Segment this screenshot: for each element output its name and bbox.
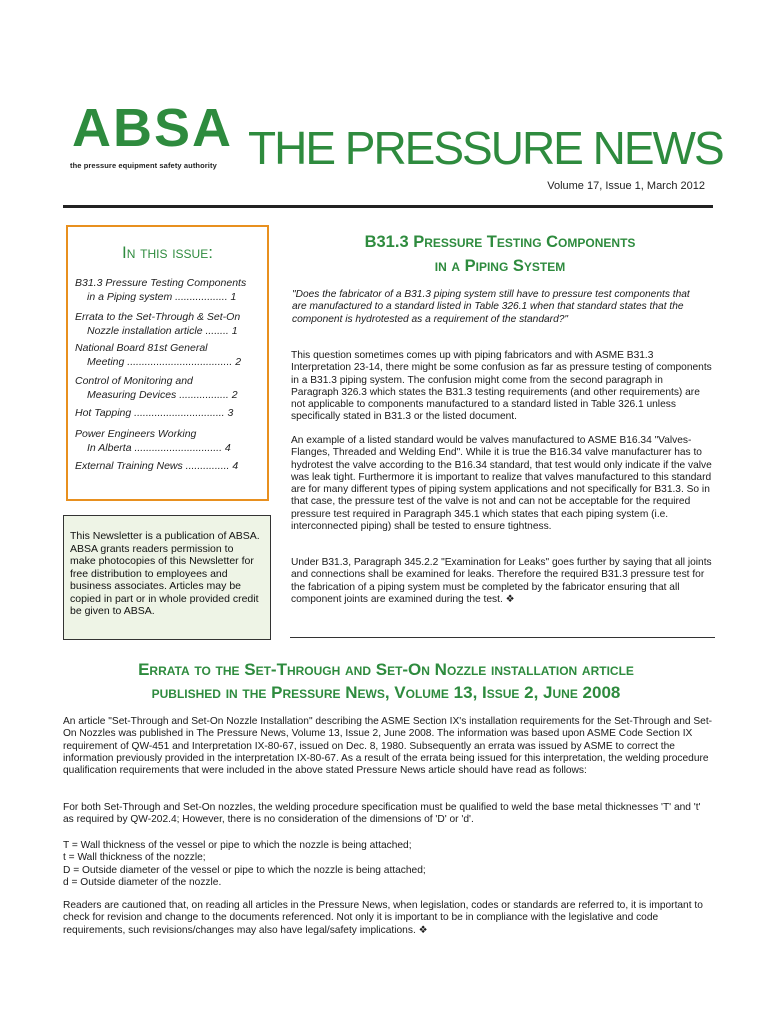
issue-info: Volume 17, Issue 1, March 2012	[547, 180, 705, 192]
toc-entry-line: Control of Monitoring and	[75, 375, 193, 387]
toc-entry[interactable]	[75, 277, 260, 304]
article1-title	[290, 230, 710, 278]
toc-entry-line: Nozzle installation article ........ 1	[87, 324, 238, 337]
article2-title-line: Errata to the Set-Through and Set-On Nozzle installation article	[138, 660, 634, 679]
absa-logo: ABSA	[72, 98, 234, 158]
toc-entry[interactable]	[75, 428, 260, 455]
definition-list	[63, 840, 714, 889]
toc-entry-line: External Training News ............... 4	[75, 460, 239, 472]
article2-paragraph: For both Set-Through and Set-On nozzles, the welding procedure specification must be qualified to weld the base metal thicknesses 'T' and 't' as required by QW-202.4; However, there is no consideration of the dimensions of 'D' or 'd'.	[63, 802, 701, 826]
definition-item: d = Outside diameter of the nozzle.	[63, 876, 222, 888]
definition-item: t = Wall thickness of the nozzle;	[63, 852, 206, 864]
article1-paragraph-text: Under B31.3, Paragraph 345.2.2 "Examination for Leaks" goes further by saying that all joints and connections shall be examined for leaks. Therefore the required B31.3 pressure test for the fabrication of a piping system must be completed by the fabricator ensuring that all component joints are examined during the test.	[291, 557, 712, 605]
logo-tagline: the pressure equipment safety authority	[70, 161, 217, 170]
toc-heading: In this issue:	[122, 243, 213, 262]
article2-title	[66, 658, 706, 704]
article1-divider	[290, 637, 715, 638]
end-of-article-icon: ❖	[418, 924, 428, 936]
definition-item: T = Wall thickness of the vessel or pipe to which the nozzle is being attached;	[63, 840, 412, 851]
article2-paragraph	[63, 900, 714, 937]
article1-title-line: B31.3 Pressure Testing Components	[364, 233, 636, 251]
article2-paragraph-text: Readers are cautioned that, on reading all articles in the Pressure News, when legislation, codes or standards are referred to, it is important to check for revision and change to the documents referenced. Not only it is important to be in compliance with the legislative and code requirements, such revisions/changes may also have legal/safety implications.	[63, 900, 703, 936]
toc-entry-line: Power Engineers Working	[75, 428, 197, 440]
toc-entry-line: In Alberta .............................. 4	[87, 441, 231, 454]
toc-entry[interactable]	[75, 311, 260, 338]
toc-entry[interactable]	[75, 460, 260, 474]
article1-paragraph	[291, 557, 713, 606]
toc-entry-line: B31.3 Pressure Testing Components	[75, 277, 247, 289]
table-of-contents	[66, 225, 269, 501]
article2-paragraph: An article "Set-Through and Set-On Nozzle Installation" describing the ASME Section IX's installation requirements for the Set-Through and Set-On Nozzles was published in The Pressure News, Volume 13, Issue 2, June 2008. The information was based upon ASME Code Section IX requirement of QW-451 and Interpretation IX-80-67, issued on Dec. 8, 1980. Subsequently an errata was issued by ASME to correct the information previously provided in the interpretation IX-80-67. As a result of the errata being issued for this interpretation, the welding procedure qualification requirements that were included in the above stated Pressure News article should have read as follows:	[63, 716, 713, 777]
masthead-divider	[63, 205, 713, 208]
article1-paragraph: This question sometimes comes up with piping fabricators and with ASME B31.3 Interpretation 23-14, there might be some confusion as far as pressure testing of components in a B31.3 piping system. The confusion might come from the second paragraph in Paragraph 326.3 which states the B31.3 testing requirements (and other requirements) are not applicable to components manufactured to a standard listed in Table 326.1 unless specifically stated in B31.3 or the listed document.	[291, 350, 712, 423]
toc-entry-line: Hot Tapping ............................... 3	[75, 407, 234, 419]
notice-text: This Newsletter is a publication of ABSA. ABSA grants readers permission to make photocopies of this Newsletter for free distribution to employees and business associates. Articles may be copied in part or in whole provided credit be given to ABSA.	[70, 530, 260, 617]
article2-title-line: published in the Pressure News, Volume 13, Issue 2, June 2008	[151, 683, 621, 702]
article1-title-line: in a Piping System	[434, 257, 566, 275]
article1-paragraph: An example of a listed standard would be valves manufactured to ASME B16.34 "Valves-Flanges, Threaded and Welding End". While it is true the B16.34 valve manufacturer has to hydrotest the valve according to the B16.34 standard, that test would only indicate if the valve was leak tight. Furthermore it is important to realize that valves manufactured to this standard are for many different types of piping system applications and not specifically for B31.3. So in that case, the pressure test of the valve is not and can not be acceptable for the required pressure test required in Paragraph 345.1 which states that each piping system (i.e. interconnected piping) shall be tested to ensure tightness.	[291, 435, 712, 533]
toc-entry-line: Measuring Devices ................. 2	[87, 388, 238, 401]
toc-entry-line: in a Piping system .................. 1	[87, 290, 237, 303]
toc-entry[interactable]	[75, 342, 260, 369]
toc-entry-line: National Board 81st General	[75, 342, 208, 354]
newsletter-title: THE PRESSURE NEWS	[248, 122, 723, 174]
toc-entry-line: Errata to the Set-Through & Set-On	[75, 311, 241, 323]
end-of-article-icon: ❖	[505, 593, 515, 605]
toc-entry[interactable]	[75, 375, 260, 402]
publication-notice	[63, 515, 271, 640]
article1-quote: "Does the fabricator of a B31.3 piping system still have to pressure test components that are manufactured to a standard listed in Table 326.1 when that standard states that the component is hydrotested as a requirement of the standard?"	[292, 289, 690, 325]
toc-entry-line: Meeting .................................... 2	[87, 355, 242, 368]
toc-entry[interactable]	[75, 407, 260, 421]
definition-item: D = Outside diameter of the vessel or pipe to which the nozzle is being attached;	[63, 864, 426, 876]
